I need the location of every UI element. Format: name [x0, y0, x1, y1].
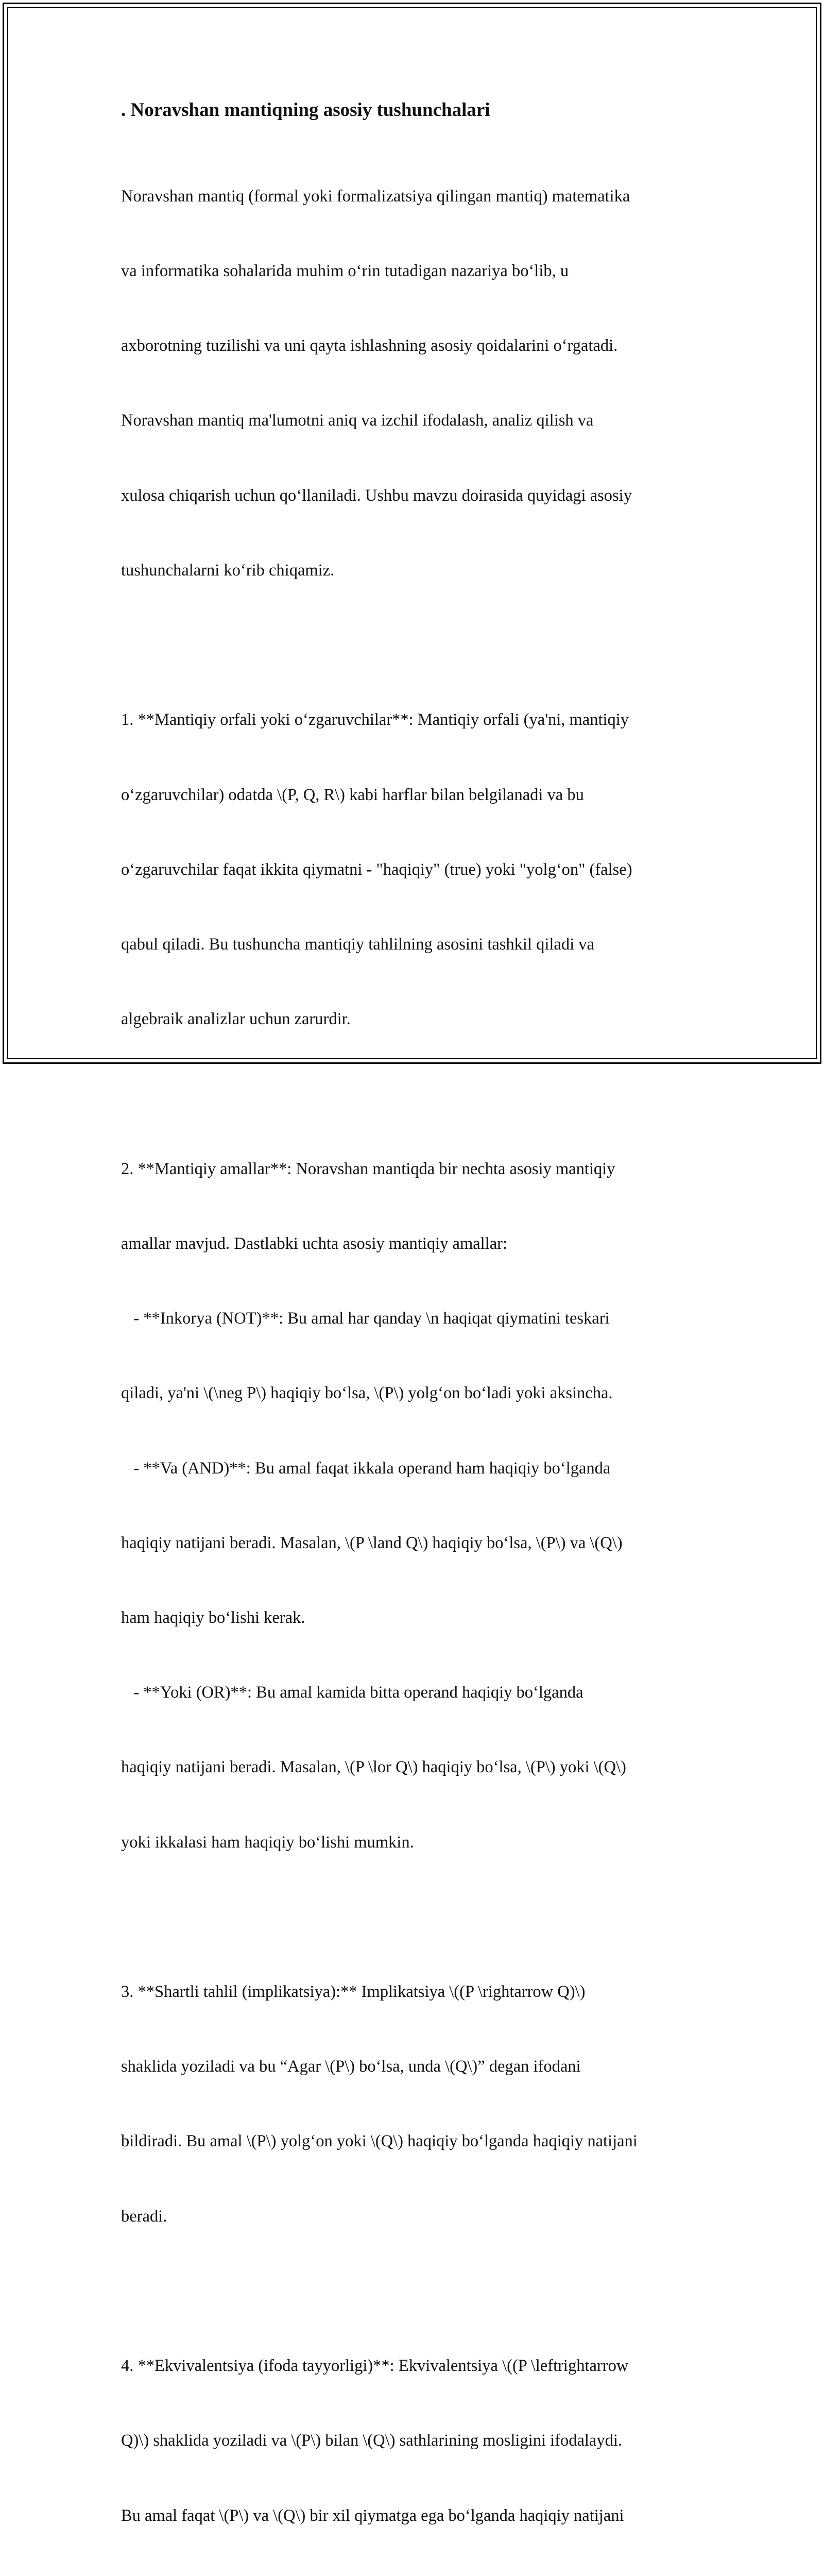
text-line: Noravshan mantiq ma'lumotni aniq va izchil ifodalash, analiz qilish va — [121, 411, 594, 430]
text-line: xulosa chiqarish uchun qo‘llaniladi. Ushbu mavzu doirasida quyidagi asosiy — [121, 486, 632, 505]
text-line: beradi. — [121, 2207, 167, 2226]
text-line: va informatika sohalarida muhim o‘rin tutadigan nazariya bo‘lib, u — [121, 262, 569, 281]
paragraph-item-3 — [121, 1929, 708, 2279]
text-line: o‘zgaruvchilar faqat ikkita qiymatni - "haqiqiy" (true) yoki "yolg‘on" (false) — [121, 860, 632, 879]
text-line: ham haqiqiy bo‘lishi kerak. — [121, 1608, 305, 1627]
paragraph-item-1 — [121, 658, 708, 1082]
text-line: qabul qiladi. Bu tushuncha mantiqiy tahlilning asosini tashkil qiladi va — [121, 935, 594, 954]
text-line: 4. **Ekvivalentsiya (ifoda tayyorligi)**: Ekvivalentsiya \((P \leftrightarrow — [121, 2357, 629, 2376]
text-line: 3. **Shartli tahlil (implikatsiya):** Implikatsiya \((P \rightarrow Q)\) — [121, 1982, 586, 2002]
document-title: . Noravshan mantiqning asosiy tushunchalari — [121, 99, 490, 121]
paragraph-item-4 — [121, 2303, 708, 2576]
text-line: 1. **Mantiqiy orfali yoki o‘zgaruvchilar**: Mantiqiy orfali (ya'ni, mantiqiy — [121, 710, 629, 730]
text-line: - **Inkorya (NOT)**: Bu amal har qanday \n haqiqat qiymatini teskari — [121, 1309, 610, 1328]
text-line: 2. **Mantiqiy amallar**: Noravshan mantiqda bir nechta asosiy mantiqiy — [121, 1159, 615, 1178]
document-page — [121, 97, 708, 2576]
text-line: haqiqiy natijani beradi. Masalan, \(P \lor Q\) haqiqiy bo‘lsa, \(P\) yoki \(Q\) — [121, 1758, 626, 1777]
text-line: algebraik analizlar uchun zarurdir. — [121, 1010, 351, 1029]
text-line: Noravshan mantiq (formal yoki formalizatsiya qilingan mantiq) matematika — [121, 187, 630, 206]
paragraph-intro — [121, 134, 708, 633]
text-line: yoki ikkalasi ham haqiqiy bo‘lishi mumkin. — [121, 1833, 414, 1852]
text-line: shaklida yoziladi va bu “Agar \(P\) bo‘lsa, unda \(Q\)” degan ifodani — [121, 2057, 581, 2076]
text-line: amallar mavjud. Dastlabki uchta asosiy mantiqiy amallar: — [121, 1234, 507, 1253]
text-line: qiladi, ya'ni \(\neg P\) haqiqiy bo‘lsa, \(P\) yolg‘on bo‘ladi yoki aksincha. — [121, 1384, 613, 1403]
text-line: Q)\) shaklida yoziladi va \(P\) bilan \(Q\) sathlarining mosligini ifodalaydi. — [121, 2431, 623, 2450]
text-line: - **Va (AND)**: Bu amal faqat ikkala operand ham haqiqiy bo‘lganda — [121, 1459, 611, 1478]
text-line: haqiqiy natijani beradi. Masalan, \(P \land Q\) haqiqiy bo‘lsa, \(P\) va \(Q\) — [121, 1533, 623, 1552]
text-line: - **Yoki (OR)**: Bu amal kamida bitta operand haqiqiy bo‘lganda — [121, 1683, 583, 1702]
paragraph-item-2 — [121, 1107, 708, 1905]
text-line: axborotning tuzilishi va uni qayta ishlashning asosiy qoidalarini o‘rgatadi. — [121, 336, 618, 355]
text-line: Bu amal faqat \(P\) va \(Q\) bir xil qiymatga ega bo‘lganda haqiqiy natijani — [121, 2506, 624, 2525]
text-line: tushunchalarni ko‘rib chiqamiz. — [121, 561, 335, 580]
text-line: o‘zgaruvchilar) odatda \(P, Q, R\) kabi harflar bilan belgilanadi va bu — [121, 785, 584, 804]
text-line: bildiradi. Bu amal \(P\) yolg‘on yoki \(Q\) haqiqiy bo‘lganda haqiqiy natijani — [121, 2132, 638, 2151]
